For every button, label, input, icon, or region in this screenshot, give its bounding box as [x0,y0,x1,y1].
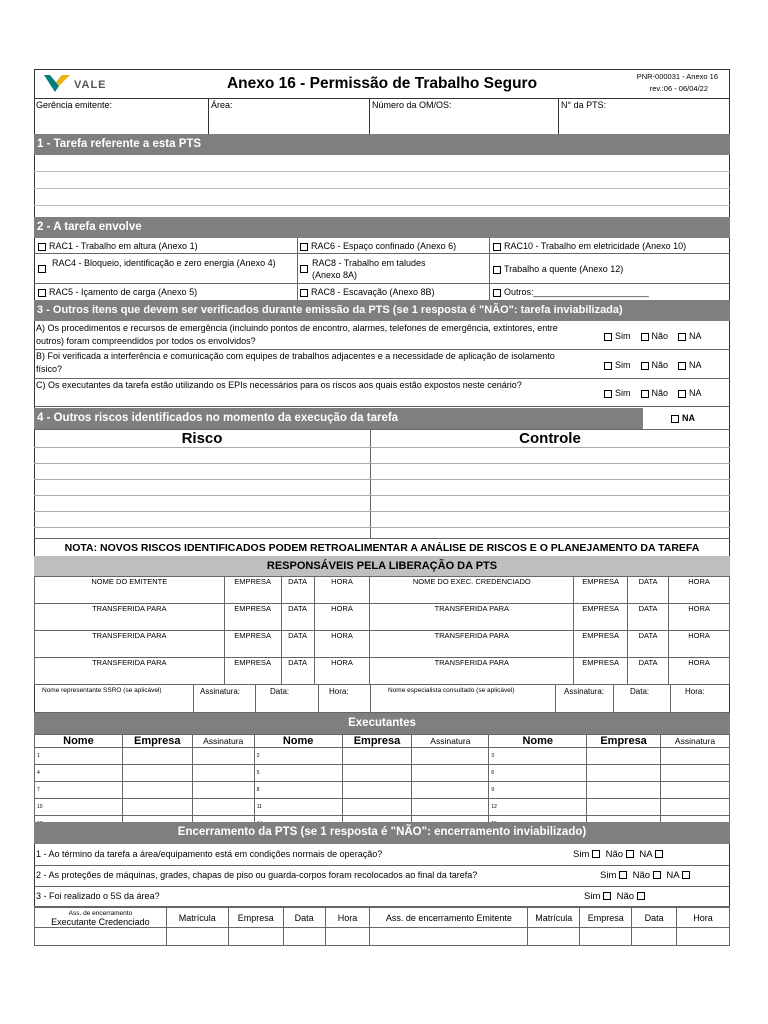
section2-grid: RAC1 - Trabalho em altura (Anexo 1) RAC4 - Bloqueio, identificação e zero energia (Anexo 4) RAC5 - Içamento de carga (Anexo 5) RAC6 - Espaço confinado (Anexo 6) RAC8 - Trabalho em taludes (Anexo 8A) RAC8 - Escavação (Anexo 8B) RAC10 - Trabalho em eletricidade (Anexo 10) Trabalho a quente (Anexo 12) Outros:_______________________ [34,238,730,300]
data-cell[interactable]: DATA [281,631,314,658]
hora-cell[interactable]: HORA [314,604,370,631]
transferida-label[interactable]: TRANSFERIDA PARA [370,658,574,685]
exec-assinatura-header: Assinatura [661,735,730,748]
check-a-options[interactable]: Sim Não NA [604,331,702,341]
encerramento-sign-row[interactable] [35,928,730,946]
exec-empresa-header: Empresa [342,735,412,748]
risk-column-header: Risco [181,430,223,447]
executante-row[interactable]: 10 11 12 [35,799,730,816]
especialista-hora[interactable]: Hora: [685,687,705,696]
matricula-header: Matrícula [528,908,580,928]
encerramento-header-bar [34,822,730,844]
hora-header: Hora [325,908,370,928]
exec-nome-header: Nome [35,735,123,748]
emitente-label[interactable]: NOME DO EMITENTE [35,577,225,604]
exec-cred-header: Ass. de encerramento Executante Credenciado [35,908,167,928]
section3-items [34,321,730,407]
enc-q1-text: 1 - Ao término da tarefa a área/equipamento está em condições normais de operação? [36,849,383,859]
ssro-row [34,684,730,712]
doc-revision: rev.:06 - 06/04/22 [649,84,708,93]
om-os-field[interactable]: Número da OM/OS: [370,99,559,134]
transferida-label[interactable]: TRANSFERIDA PARA [370,604,574,631]
section1-header: 1 - Tarefa referente a esta PTS [34,134,730,155]
enc-q2-options[interactable]: Sim Não NA [600,870,693,881]
exec-nome-header: Nome [254,735,342,748]
data-cell[interactable]: DATA [628,658,669,685]
section4-na-option[interactable]: NA [671,413,695,423]
outros-option[interactable]: Outros:_______________________ [493,287,649,297]
exec-assinatura-header: Assinatura [192,735,254,748]
executante-row[interactable]: 4 5 6 [35,765,730,782]
exec-credenciado-label[interactable]: NOME DO EXEC. CREDENCIADO [370,577,574,604]
check-c-text: C) Os executantes da tarefa estão utilizando os EPIs necessários para os riscos aos quais estão expostos neste cenário? [36,380,522,390]
hora-cell[interactable]: HORA [669,658,730,685]
ssro-hora[interactable]: Hora: [319,685,371,713]
empresa-cell[interactable]: EMPRESA [224,658,281,685]
area-field[interactable]: Área: [209,99,370,134]
executante-row[interactable]: 1 2 3 [35,748,730,765]
empresa-cell[interactable]: EMPRESA [574,631,628,658]
pts-number-field[interactable]: N° da PTS: [561,100,607,110]
data-cell[interactable]: DATA [281,658,314,685]
encerramento-title: Encerramento da PTS (se 1 resposta é "NÃO": encerramento inviabilizado) [177,826,587,838]
enc-q3-options[interactable]: Sim Não [584,891,648,902]
encerramento-questions [34,844,730,907]
data-cell[interactable]: DATA [628,577,669,604]
rac10-option[interactable]: RAC10 - Trabalho em eletricidade (Anexo 10) [493,241,686,251]
exec-empresa-header: Empresa [122,735,192,748]
especialista-data[interactable]: Data: [614,685,671,713]
rac8b-option[interactable]: RAC8 - Escavação (Anexo 8B) [300,287,435,297]
control-column-header: Controle [519,430,581,447]
hora-cell[interactable]: HORA [669,604,730,631]
section4-header: 4 - Outros riscos identificados no momento da execução da tarefa [34,408,643,429]
hora-cell[interactable]: HORA [314,577,370,604]
ass-emitente-header: Ass. de encerramento Emitente [370,908,528,928]
logo-text: VALE [74,79,107,91]
empresa-cell[interactable]: EMPRESA [224,631,281,658]
empresa-header: Empresa [580,908,632,928]
responsaveis-table [34,576,730,685]
transferida-label[interactable]: TRANSFERIDA PARA [370,631,574,658]
ssro-data[interactable]: Data: [256,685,319,713]
hora-cell[interactable]: HORA [669,577,730,604]
executantes-title: Executantes [348,717,416,729]
check-b-options[interactable]: Sim Não NA [604,360,702,370]
data-cell[interactable]: DATA [281,577,314,604]
data-cell[interactable]: DATA [281,604,314,631]
check-a-text: A) Os procedimentos e recursos de emergência (incluindo pontos de encontro, alarmes, telefones de emergência, extintores, entre outros) foram compreendidos por todos os envolvidos? [36,323,558,346]
executante-row[interactable]: 7 8 9 [35,782,730,799]
encerramento-sign-table [34,907,730,946]
empresa-cell[interactable]: EMPRESA [224,577,281,604]
especialista-assinatura[interactable]: Assinatura: [556,685,614,713]
section3-header: 3 - Outros itens que devem ser verificados durante emissão da PTS (se 1 resposta é "NÃO": tarefa inviabilizada) [34,300,730,321]
check-b-text: B) Foi verificada a interferência e comunicação com equipes de trabalhos adjacentes e a necessidade de aplicação de isolamento físico? [36,351,555,374]
data-cell[interactable]: DATA [628,604,669,631]
data-header: Data [632,908,677,928]
risk-control-rows[interactable] [34,447,730,539]
empresa-cell[interactable]: EMPRESA [574,577,628,604]
hora-cell[interactable]: HORA [314,631,370,658]
exec-assinatura-header: Assinatura [412,735,489,748]
check-c-options[interactable]: Sim Não NA [604,388,702,398]
risk-control-table [34,429,730,538]
header-fields [34,99,730,134]
empresa-header: Empresa [228,908,283,928]
rac6-option[interactable]: RAC6 - Espaço confinado (Anexo 6) [300,241,456,251]
enc-q2-text: 2 - As proteções de máquinas, grades, chapas de piso ou guarda-corpos foram recolocados ao final da tarefa? [36,870,478,880]
ssro-assinatura[interactable]: Assinatura: [194,685,256,713]
data-cell[interactable]: DATA [628,631,669,658]
matricula-header: Matrícula [166,908,228,928]
especialista-field[interactable]: Nome especialista consultado (se aplicável) [371,685,556,713]
transferida-label[interactable]: TRANSFERIDA PARA [35,604,225,631]
trabalho-quente-option[interactable]: Trabalho a quente (Anexo 12) [493,264,623,274]
transferida-label[interactable]: TRANSFERIDA PARA [35,658,225,685]
enc-q1-options[interactable]: Sim Não NA [573,849,666,860]
section2-header: 2 - A tarefa envolve [34,217,730,238]
hora-header: Hora [677,908,730,928]
doc-code: PNR-000031 - Anexo 16 [636,72,718,81]
empresa-cell[interactable]: EMPRESA [574,658,628,685]
rac1-option[interactable]: RAC1 - Trabalho em altura (Anexo 1) [38,241,198,251]
section1-lines[interactable] [34,155,730,220]
executantes-table [34,734,730,833]
ssro-field[interactable]: Nome representante SSRO (se aplicável) [34,685,194,713]
empresa-cell[interactable]: EMPRESA [574,604,628,631]
empresa-cell[interactable]: EMPRESA [224,604,281,631]
header-bar [34,69,730,99]
hora-cell[interactable]: HORA [669,631,730,658]
note-text: NOTA: NOVOS RISCOS IDENTIFICADOS PODEM RETROALIMENTAR A ANÁLISE DE RISCOS E O PLANEJAMENTO DA TAREFA [34,538,730,556]
enc-q3-text: 3 - Foi realizado o 5S da área? [36,891,160,901]
executantes-header-bar [34,712,730,734]
responsaveis-header: RESPONSÁVEIS PELA LIBERAÇÃO DA PTS [34,556,730,576]
exec-empresa-header: Empresa [587,735,661,748]
hora-cell[interactable]: HORA [314,658,370,685]
pts-form [34,69,730,946]
exec-nome-header: Nome [489,735,587,748]
data-header: Data [283,908,325,928]
rac5-option[interactable]: RAC5 - Içamento de carga (Anexo 5) [38,287,197,297]
page-title: Anexo 16 - Permissão de Trabalho Seguro [226,75,538,92]
transferida-label[interactable]: TRANSFERIDA PARA [35,631,225,658]
gerencia-field[interactable]: Gerência emitente: [34,99,209,134]
